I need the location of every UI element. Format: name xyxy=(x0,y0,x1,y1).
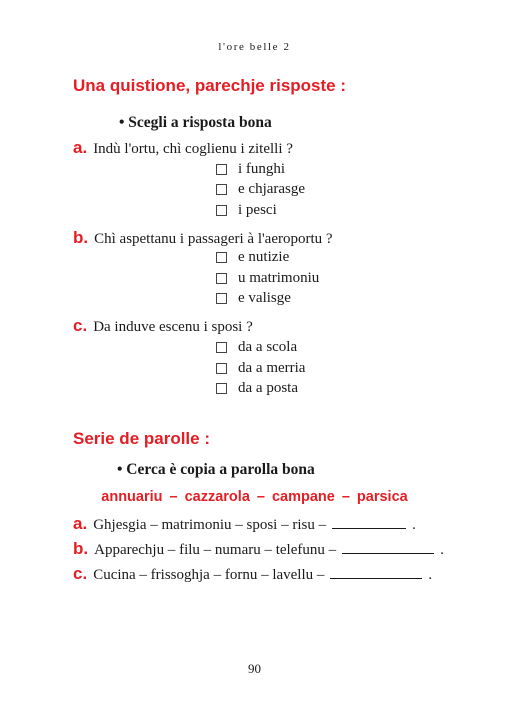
checkbox[interactable] xyxy=(216,383,227,394)
series-row-b xyxy=(73,539,444,559)
question-text: Da induve escenu i sposi ? xyxy=(93,319,253,335)
checkbox[interactable] xyxy=(216,273,227,284)
answer-blank[interactable] xyxy=(342,541,434,554)
option-a-2[interactable] xyxy=(216,181,305,198)
question-a xyxy=(73,138,293,158)
word-item: cazzarola xyxy=(184,489,250,505)
word-separator: – xyxy=(169,489,178,505)
option-label: u matrimoniu xyxy=(238,270,320,286)
instruction-copy: • Cerca è copia a parolla bona xyxy=(117,461,315,478)
option-label: e valisge xyxy=(238,290,291,306)
checkbox[interactable] xyxy=(216,164,227,175)
row-text: Apparechju – filu – numaru – telefunu – xyxy=(94,542,337,558)
option-c-1[interactable] xyxy=(216,339,297,356)
row-letter: c. xyxy=(73,564,88,583)
question-letter: b. xyxy=(73,228,89,247)
word-item: campane xyxy=(271,489,335,505)
question-letter: a. xyxy=(73,138,88,157)
word-bank xyxy=(0,489,509,505)
option-b-1[interactable] xyxy=(216,249,289,266)
word-separator: – xyxy=(341,489,350,505)
question-text: Chì aspettanu i passageri à l'aeroportu ? xyxy=(94,231,333,247)
word-item: parsica xyxy=(356,489,408,505)
option-label: e chjarasge xyxy=(238,181,306,197)
section-title-series: Serie de parolle : xyxy=(73,429,210,448)
row-end: . xyxy=(440,542,444,558)
question-text: Indù l'ortu, chì coglienu i zitelli ? xyxy=(93,141,293,157)
word-item: annuariu xyxy=(101,489,163,505)
answer-blank[interactable] xyxy=(332,516,406,529)
checkbox[interactable] xyxy=(216,252,227,263)
word-separator: – xyxy=(256,489,265,505)
checkbox[interactable] xyxy=(216,363,227,374)
option-label: da a merria xyxy=(238,360,306,376)
series-row-c xyxy=(73,564,432,584)
option-label: e nutizie xyxy=(238,249,290,265)
question-c xyxy=(73,316,253,336)
question-letter: c. xyxy=(73,316,88,335)
row-letter: a. xyxy=(73,514,88,533)
row-end: . xyxy=(412,517,416,533)
row-text: Ghjesgia – matrimoniu – sposi – risu – xyxy=(93,517,327,533)
option-a-3[interactable] xyxy=(216,202,277,219)
series-row-a xyxy=(73,514,416,534)
page-number: 90 xyxy=(248,661,261,676)
checkbox[interactable] xyxy=(216,293,227,304)
row-letter: b. xyxy=(73,539,89,558)
section-title-quiz: Una quistione, parechje risposte : xyxy=(73,76,347,95)
option-b-3[interactable] xyxy=(216,290,291,307)
row-text: Cucina – frissoghja – fornu – lavellu – xyxy=(93,567,325,583)
option-label: i funghi xyxy=(238,161,286,177)
option-c-3[interactable] xyxy=(216,380,298,397)
option-label: da a posta xyxy=(238,380,298,396)
checkbox[interactable] xyxy=(216,205,227,216)
option-a-1[interactable] xyxy=(216,161,285,178)
option-label: da a scola xyxy=(238,339,298,355)
question-b xyxy=(73,228,333,248)
instruction-choose: • Scegli a risposta bona xyxy=(119,114,272,131)
answer-blank[interactable] xyxy=(330,566,422,579)
checkbox[interactable] xyxy=(216,342,227,353)
option-b-2[interactable] xyxy=(216,270,319,287)
checkbox[interactable] xyxy=(216,184,227,195)
option-label: i pesci xyxy=(238,202,277,218)
running-header: l'ore belle 2 xyxy=(218,41,291,53)
row-end: . xyxy=(428,567,433,583)
option-c-2[interactable] xyxy=(216,360,305,377)
